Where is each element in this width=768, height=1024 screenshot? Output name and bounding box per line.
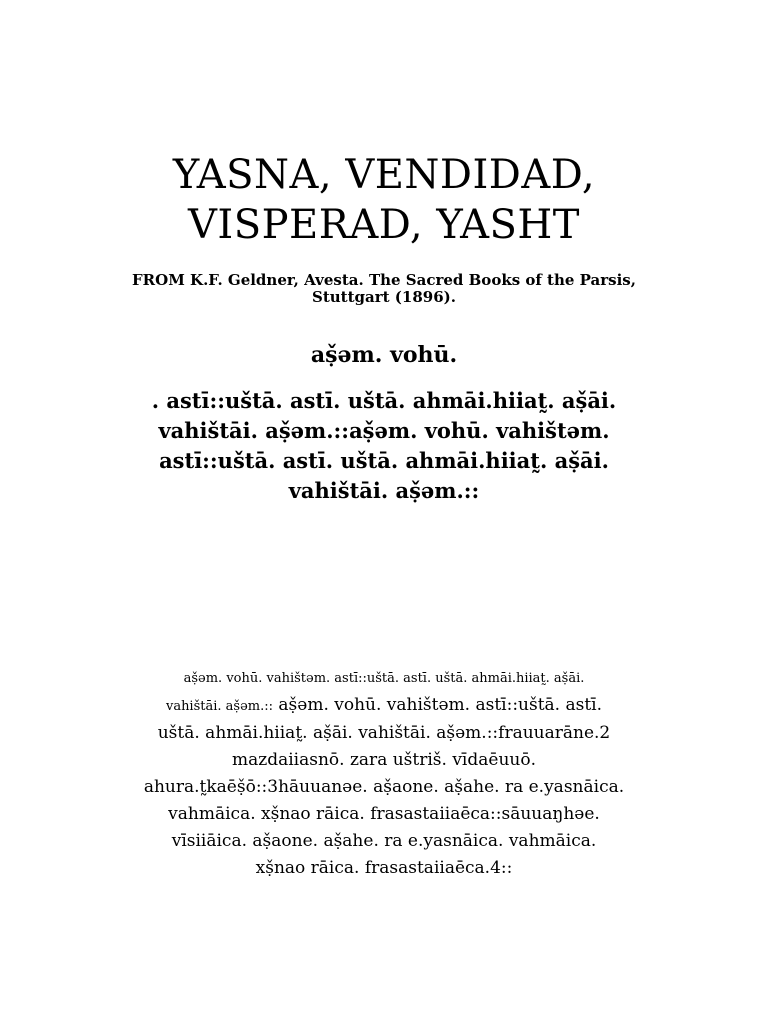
body-line bbox=[70, 692, 698, 720]
title-line: YASNA, VENDIDAD, bbox=[172, 152, 596, 198]
prayer-block bbox=[60, 386, 708, 506]
body-line: ahura.t̰kaēṣ̌ō::3hāuuanəe. aṣ̌aone. aṣ̌ahe. ra e.yasnāica. bbox=[143, 777, 625, 797]
body-text-block bbox=[70, 666, 698, 882]
body-line: xṣ̌nao rāica. frasastaiiaēca.4:: bbox=[255, 858, 513, 878]
prayer-line: . astī::uštā. astī. uštā. ahmāi.hiiat̰. aṣ̌āi. bbox=[151, 388, 617, 413]
title-line: VISPERAD, YASHT bbox=[188, 202, 580, 248]
body-line: uštā. ahmāi.hiiat̰. aṣ̌āi. vahištāi. aṣ̌əm.::frauuarāne.2 bbox=[157, 723, 611, 743]
document-title bbox=[0, 150, 768, 250]
body-line: aṣ̌əm. vohū. vahištəm. astī::uštā. astī. uštā. ahmāi.hiiat̰. aṣ̌āi. bbox=[183, 671, 585, 686]
source-line: FROM K.F. Geldner, Avesta. The Sacred Books of the Parsis, bbox=[132, 271, 636, 289]
source-citation bbox=[0, 272, 768, 306]
prayer-line: astī::uštā. astī. uštā. ahmāi.hiiat̰. aṣ̌āi. bbox=[159, 448, 609, 473]
body-line: vīsiiāica. aṣ̌aone. aṣ̌ahe. ra e.yasnāica. vahmāica. bbox=[171, 831, 597, 851]
body-line-part: vahištāi. aṣ̌əm.:: bbox=[165, 699, 273, 714]
prayer-line: vahištāi. aṣ̌əm.::aṣ̌əm. vohū. vahištəm. bbox=[158, 418, 610, 443]
source-line: Stuttgart (1896). bbox=[312, 288, 456, 306]
body-line: vahmāica. xṣ̌nao rāica. frasastaiiaēca::sāuuaŋhəe. bbox=[168, 804, 600, 824]
body-line: mazdaiiasnō. zara uštriš. vīdaēuuō. bbox=[232, 750, 536, 770]
section-heading: aṣ̌əm. vohū. bbox=[310, 342, 458, 368]
prayer-line: vahištāi. aṣ̌əm.:: bbox=[288, 478, 480, 503]
body-line-part: aṣ̌əm. vohū. vahištəm. astī::uštā. astī. bbox=[273, 695, 603, 715]
